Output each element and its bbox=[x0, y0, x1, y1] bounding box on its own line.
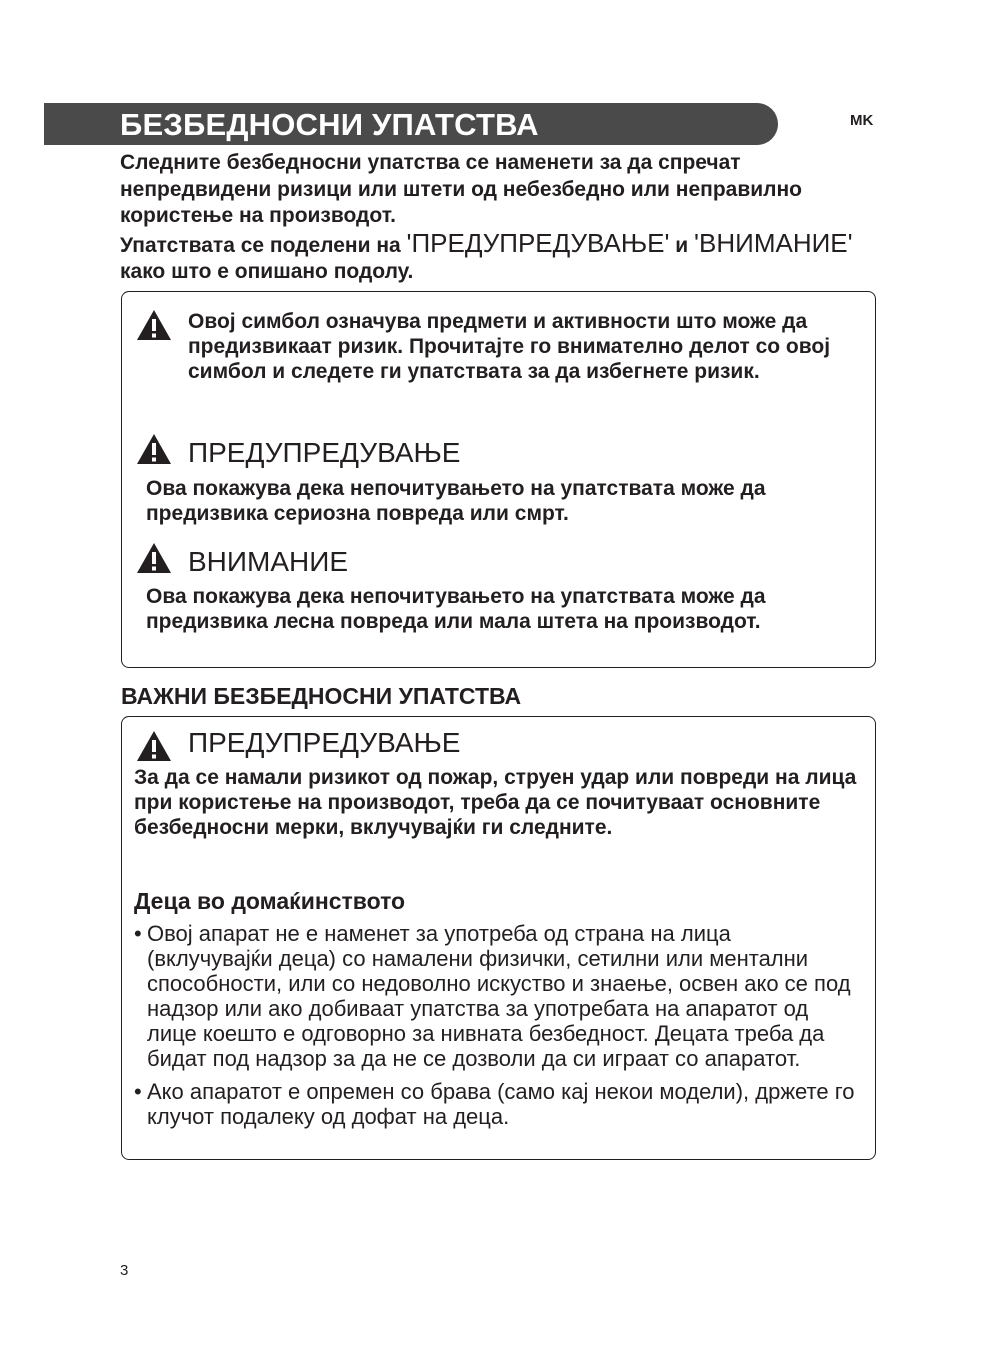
caution-term: 'ВНИМАНИЕ' bbox=[694, 227, 853, 258]
warning-term: 'ПРЕДУПРЕДУВАЊЕ' bbox=[406, 227, 670, 258]
caution-heading: ВНИМАНИЕ bbox=[188, 546, 349, 577]
language-code: MK bbox=[850, 112, 874, 129]
warning-explanation: Ова покажува дека непочитувањето на упатствата може да предизвика сериозна повреда или смрт. bbox=[146, 477, 766, 525]
page-number: 3 bbox=[120, 1262, 129, 1279]
caution-explanation: Ова покажува дека непочитувањето на упатствата може да предизвика лесна повреда или мала штета на производот. bbox=[146, 585, 766, 633]
warning-heading: ПРЕДУПРЕДУВАЊЕ bbox=[188, 437, 461, 468]
warning-triangle-icon bbox=[136, 730, 172, 762]
warning-intro: За да се намали ризикот од пожар, струен удар или повреди на лица при користење на производот, треба да се почитуваат основните безбедносни мерки, вклучувајќи ги следните. bbox=[134, 766, 857, 839]
warning-heading: ПРЕДУПРЕДУВАЊЕ bbox=[188, 727, 461, 758]
intro-paragraph: Следните безбедносни упатства се наменети за да спречат непредвидени ризици или штети од небезбедно или неправилно користење на производот. bbox=[120, 151, 803, 227]
bullet-list bbox=[134, 921, 859, 1137]
list-item: • Овој апарат не е наменет за употреба од страна на лица (вклучувајќи деца) со намалени физички, сетилни или ментални способности, или со недоволно искуство и знаење, освен ако се под надзор или ако добиваат упатства за употребата на апаратот од лице коешто е одговорно за нивната безбедност. Децата треба да бидат под надзор за да не се дозволи да си играат со апаратот. bbox=[134, 921, 851, 1071]
warning-triangle-icon bbox=[136, 309, 172, 341]
page-title: БЕЗБЕДНОСНИ УПАТСТВА bbox=[120, 107, 539, 142]
section-title: ВАЖНИ БЕЗБЕДНОСНИ УПАТСТВА bbox=[121, 683, 522, 709]
intro-categories: Упатствата се поделени на 'ПРЕДУПРЕДУВАЊЕ' и 'ВНИМАНИЕ' како што е опишано подолу. bbox=[120, 227, 853, 283]
warning-triangle-icon bbox=[136, 542, 172, 574]
subheading: Деца во домаќинството bbox=[134, 888, 406, 914]
list-item: • Ако апаратот е опремен со брава (само кај некои модели), држете го клучот подалеку од дофат на деца. bbox=[134, 1079, 855, 1129]
intro-text bbox=[120, 150, 890, 286]
warning-triangle-icon bbox=[136, 433, 172, 465]
symbol-explanation: Овој симбол означува предмети и активности што може да предизвикаат ризик. Прочитајте го внимателно делот со овој симбол и следете ги упатствата за да избегнете ризик. bbox=[188, 310, 831, 383]
